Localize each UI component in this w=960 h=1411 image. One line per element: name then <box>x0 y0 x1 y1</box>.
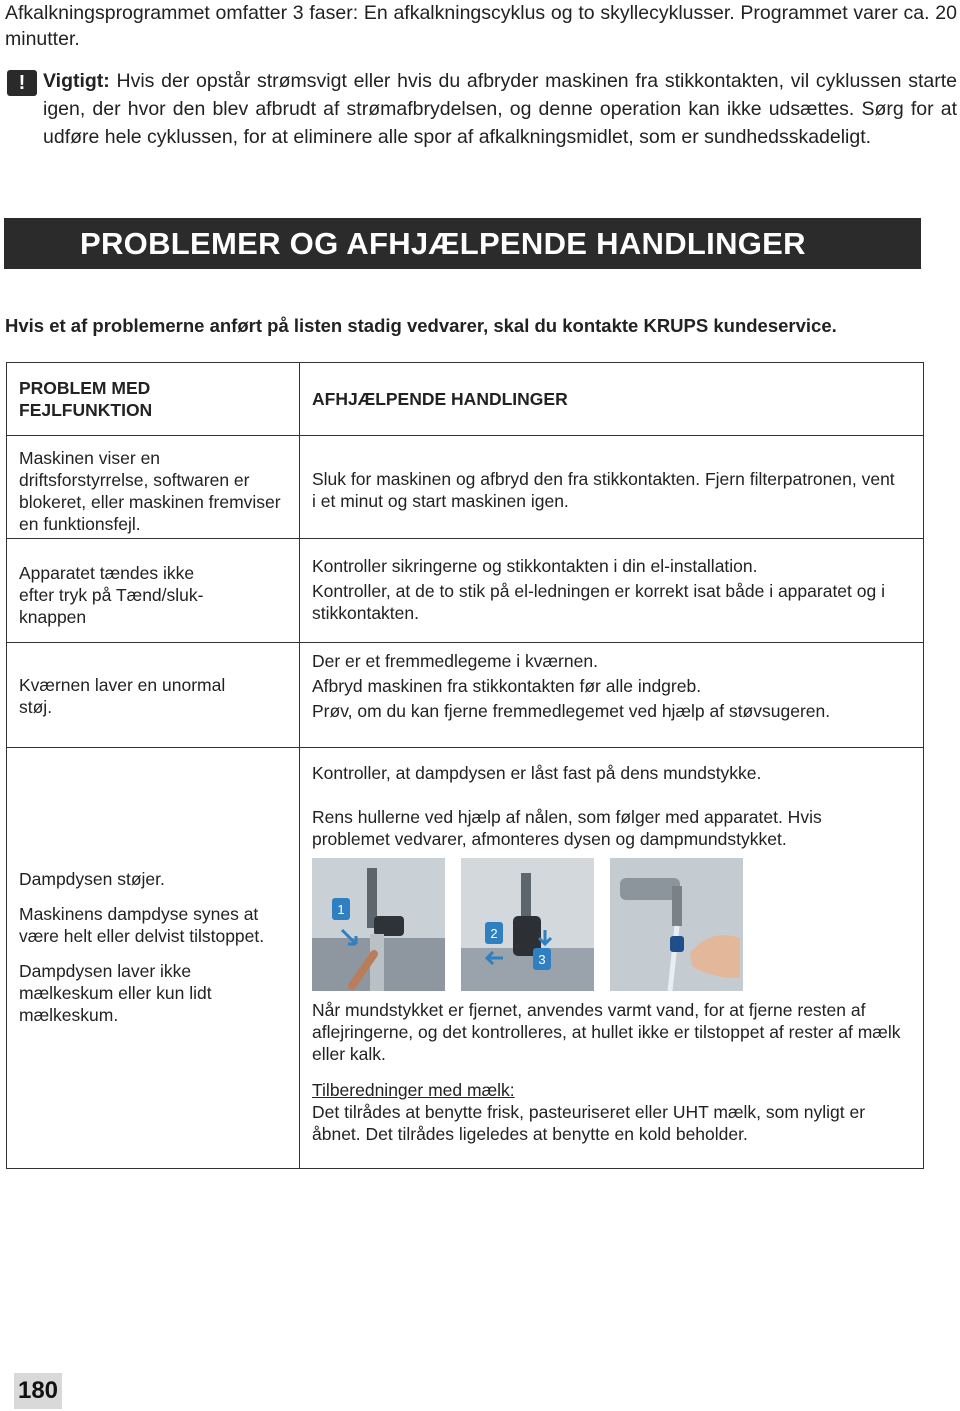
support-notice: Hvis et af problemerne anført på listen stadig vedvarer, skal du kontakte KRUPS kundeservice. <box>5 315 837 336</box>
action-cell: Sluk for maskinen og afbryd den fra stikkontakten. Fjern filterpatronen, vent i et minut og start maskinen igen. <box>300 436 924 539</box>
warning-body: Hvis der opstår strømsvigt eller hvis du afbryder maskinen fra stikkontakten, vil cyklussen starte igen, der hvor den blev afbrudt af strømafbrydelsen, og denne operation kan ikke udsættes. Sørg for at udføre hele cyklussen, for at eliminere alle spor af afkalkningsmidlet, som er sundhedsskadeligt. <box>43 70 957 148</box>
step-number-1: 1 <box>337 902 345 917</box>
step-number-3: 3 <box>538 952 546 967</box>
photo-rinse-nozzle <box>610 858 743 991</box>
header-action: AFHJÆLPENDE HANDLINGER <box>300 363 924 436</box>
problem-cell: Dampdysen støjer. Maskinens dampdyse synes at være helt eller delvist tilstoppet. Dampdysen laver ikke mælkeskum eller kun lidt mælkeskum. <box>7 748 300 1169</box>
problem-cell: Maskinen viser en driftsforstyrrelse, softwaren er blokeret, eller maskinen fremviser en funktionsfejl. <box>7 436 300 539</box>
photo-nozzle-step-2-3 <box>461 858 594 991</box>
warning-icon: ! <box>7 70 37 96</box>
table-row <box>7 436 924 539</box>
troubleshooting-table <box>6 362 924 1169</box>
section-title: PROBLEMER OG AFHJÆLPENDE HANDLINGER <box>80 226 806 261</box>
section-banner <box>4 218 921 269</box>
warning-label: Vigtigt: <box>43 70 110 92</box>
problem-cell: Apparatet tændes ikke efter tryk på Tænd/sluk-knappen <box>7 539 300 643</box>
intro-paragraph: Afkalkningsprogrammet omfatter 3 faser: En afkalkningscyklus og to skyllecyklusser. Programmet varer ca. 20 minutter. <box>5 2 957 50</box>
instruction-photos <box>312 858 901 991</box>
warning-block <box>5 67 957 151</box>
action-cell: Der er et fremmedlegeme i kværnen. Afbryd maskinen fra stikkontakten før alle indgreb. Prøv, om du kan fjerne fremmedlegemet ved hjælp af støvsugeren. <box>300 643 924 748</box>
step-number-2: 2 <box>490 926 498 941</box>
action-cell: Kontroller, at dampdysen er låst fast på dens mundstykke. Rens hullerne ved hjælp af nålen, som følger med apparatet. Hvis problemet vedvarer, afmonteres dysen og dampmundstykket. 1 2 3 Når mundstykket er fjernet, anvendes varmt vand, for at fjerne resten af aflejringerne, og det kontrolleres, at hullet ikke er tilstoppet af rester af mælk eller kalk. Tilberedninger med mælk: Det tilrådes at benytte frisk, pasteuriseret eller UHT mælk, som nyligt er åbnet. Det tilrådes ligeledes at benytte en kold beholder. <box>300 748 924 1169</box>
table-row <box>7 539 924 643</box>
table-row <box>7 748 924 1169</box>
table-row <box>7 643 924 748</box>
photo-nozzle-step-1 <box>312 858 445 991</box>
page-number: 180 <box>14 1373 62 1409</box>
header-problem: PROBLEM MED FEJLFUNKTION <box>7 363 300 436</box>
action-cell: Kontroller sikringerne og stikkontakten i din el-installation. Kontroller, at de to stik på el-ledningen er korrekt isat både i apparatet og i stikkontakten. <box>300 539 924 643</box>
problem-cell: Kværnen laver en unormal støj. <box>7 643 300 748</box>
warning-text <box>43 67 957 151</box>
table-header-row <box>7 363 924 436</box>
